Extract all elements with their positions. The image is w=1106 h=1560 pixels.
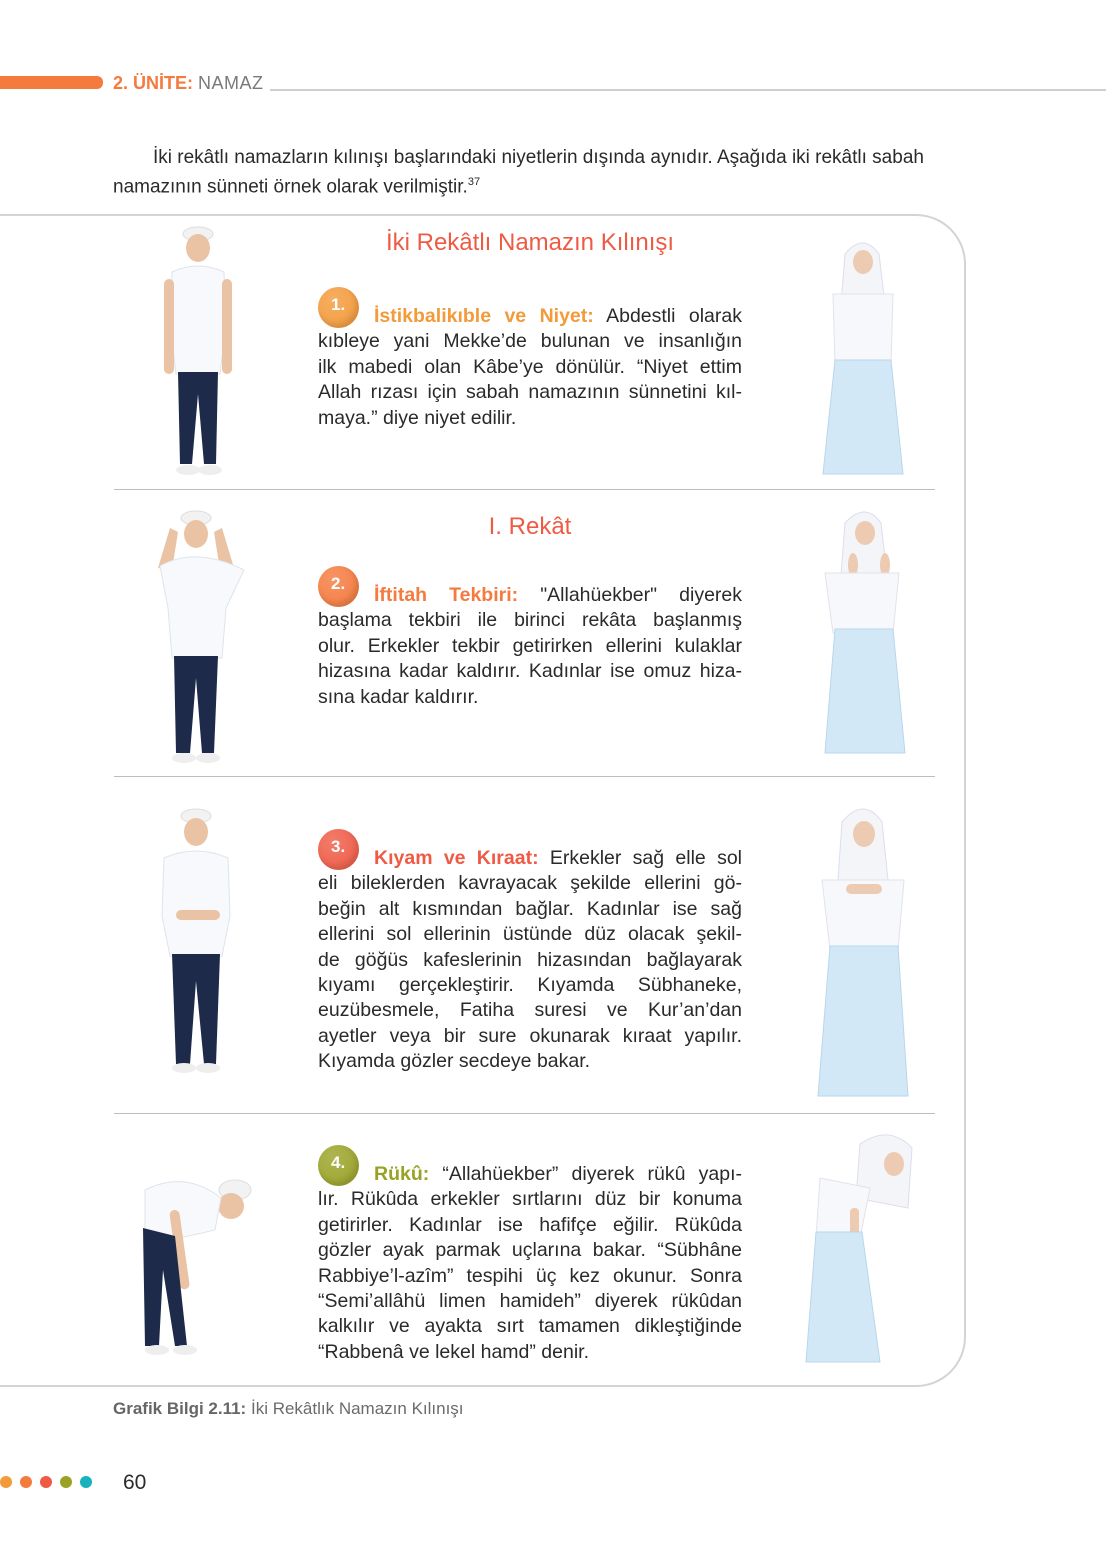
step-text-line: “Semi’allâhü limen hamideh” diyerek rükûdan [318,1290,742,1313]
step-number-badge: 4. [318,1145,359,1186]
step-3 [318,837,742,1075]
step-text-line: Kıyamda gözler secdeye bakar. [318,1050,591,1073]
unit-header [113,73,264,94]
caption-text: İki Rekâtlık Namazın Kılınışı [250,1399,464,1418]
step-text-line [318,583,742,608]
footer-dot [60,1476,72,1488]
divider [114,489,935,490]
step-text-line [318,304,742,329]
step-text-line: lır. Rükûda erkekler sırtlarını düz bir konuma [318,1188,742,1211]
step-number-badge: 2. [318,566,359,607]
step-text-line: eli bileklerden kavrayacak şekilde ellerini gö- [318,872,742,895]
footer-dot [0,1476,12,1488]
step-text-line: euzübesmele, Fatiha suresi ve Kur’an’dan [318,999,742,1022]
header-accent-bar [0,76,103,89]
girl-standing-figure [815,234,910,486]
step-text-line: kıbleye yani Mekke’de bulunan ve insanlığın [318,330,742,353]
step-label: İftitah Tekbiri: [374,584,519,606]
step-2 [318,574,743,710]
step-text-line: ellerini sol ellerinin üstünde düz olacak şekil- [318,923,742,946]
step-label: Kıyam ve Kıraat: [374,847,539,869]
step-text-line: ayetler veya bir sure okunarak kıraat yapılır. [318,1024,742,1047]
step-number-badge: 3. [318,829,359,870]
step-text-line: de göğüs kafeslerinin hizasından bağlayarak [318,948,742,971]
step-text-line: kalkılır ve ayakta sırt tamamen dikleştiğinde [318,1315,742,1338]
step-text-line: hizasına kadar kaldırır. Kadınlar ise omuz hiza- [318,660,742,683]
boy-takbir-figure [150,508,250,770]
girl-kiyam-figure [812,800,912,1100]
step-text-line: Allah rızası için sabah namazının sünnetini kıl- [318,381,742,404]
girl-takbir-figure [815,503,910,761]
step-text-line [318,846,742,871]
step-text-line: sına kadar kaldırır. [318,685,479,708]
step-label: İstikbalikıble ve Niyet: [374,305,594,327]
step-4 [318,1153,742,1365]
step-number-badge: 1. [318,287,359,328]
step-text-line: getirirler. Kadınlar ise hafifçe eğilir. Rükûda [318,1213,742,1236]
caption-label: Grafik Bilgi 2.11: [113,1399,247,1418]
unit-number: 2. ÜNİTE: [113,73,194,93]
footer-dot [20,1476,32,1488]
rekat-title: I. Rekât [488,513,572,540]
footer-dots [0,1476,92,1488]
step-text-line: Rabbiye’l-azîm” tespihi üç kez okunur. Sonra [318,1264,742,1287]
step-text-line: ilk mabedi olan Kâbe’ye dönülür. “Niyet ettim [318,355,742,378]
footnote-ref: 37 [467,176,481,188]
intro-paragraph [113,145,935,199]
unit-name: NAMAZ [198,73,264,93]
divider [114,1113,935,1114]
step-text-line [318,1162,742,1187]
boy-standing-figure [150,224,240,484]
step-label: Rükû: [374,1163,430,1185]
step-text-line: kıyamı gerçekleştirir. Kıyamda Sübhaneke, [318,974,742,997]
step-1 [318,295,742,431]
step-text-line: olur. Erkekler tekbir getirirken ellerini kulaklar [318,634,742,657]
boy-ruku-figure [135,1170,260,1360]
step-text: "Allahüekber" diyerek [540,584,743,606]
divider [114,776,935,777]
step-text: Erkekler sağ elle sol [549,847,742,869]
graphic-title: İki Rekâtlı Namazın Kılınışı [385,229,675,256]
header-rule [270,89,1106,91]
step-text: “Allahüekber” diyerek rükû yapı- [442,1163,742,1185]
footer-dot [40,1476,52,1488]
footer-dot [80,1476,92,1488]
step-text: Abdestli olarak [606,305,742,327]
figure-caption [113,1399,464,1419]
step-text-line: başlama tekbiri ile birinci rekâta başlanmış [318,609,742,632]
intro-text: İki rekâtlı namazların kılınışı başlarındaki niyetlerin dışında aynıdır. Aşağıda iki rekâtlı sabah namazının sünneti örnek olarak verilmiştir. [113,147,924,198]
page-number: 60 [123,1471,147,1494]
girl-ruku-figure [800,1128,920,1368]
step-text-line: beğin alt kısmından bağlar. Kadınlar ise sağ [318,897,742,920]
step-text-line: maya.” diye niyet edilir. [318,406,517,429]
step-text-line: “Rabbenâ ve lekel hamd” denir. [318,1340,589,1363]
boy-kiyam-figure [150,806,240,1076]
step-text-line: gözler ayak parmak uçlarına bakar. “Sübhâne [318,1239,742,1262]
